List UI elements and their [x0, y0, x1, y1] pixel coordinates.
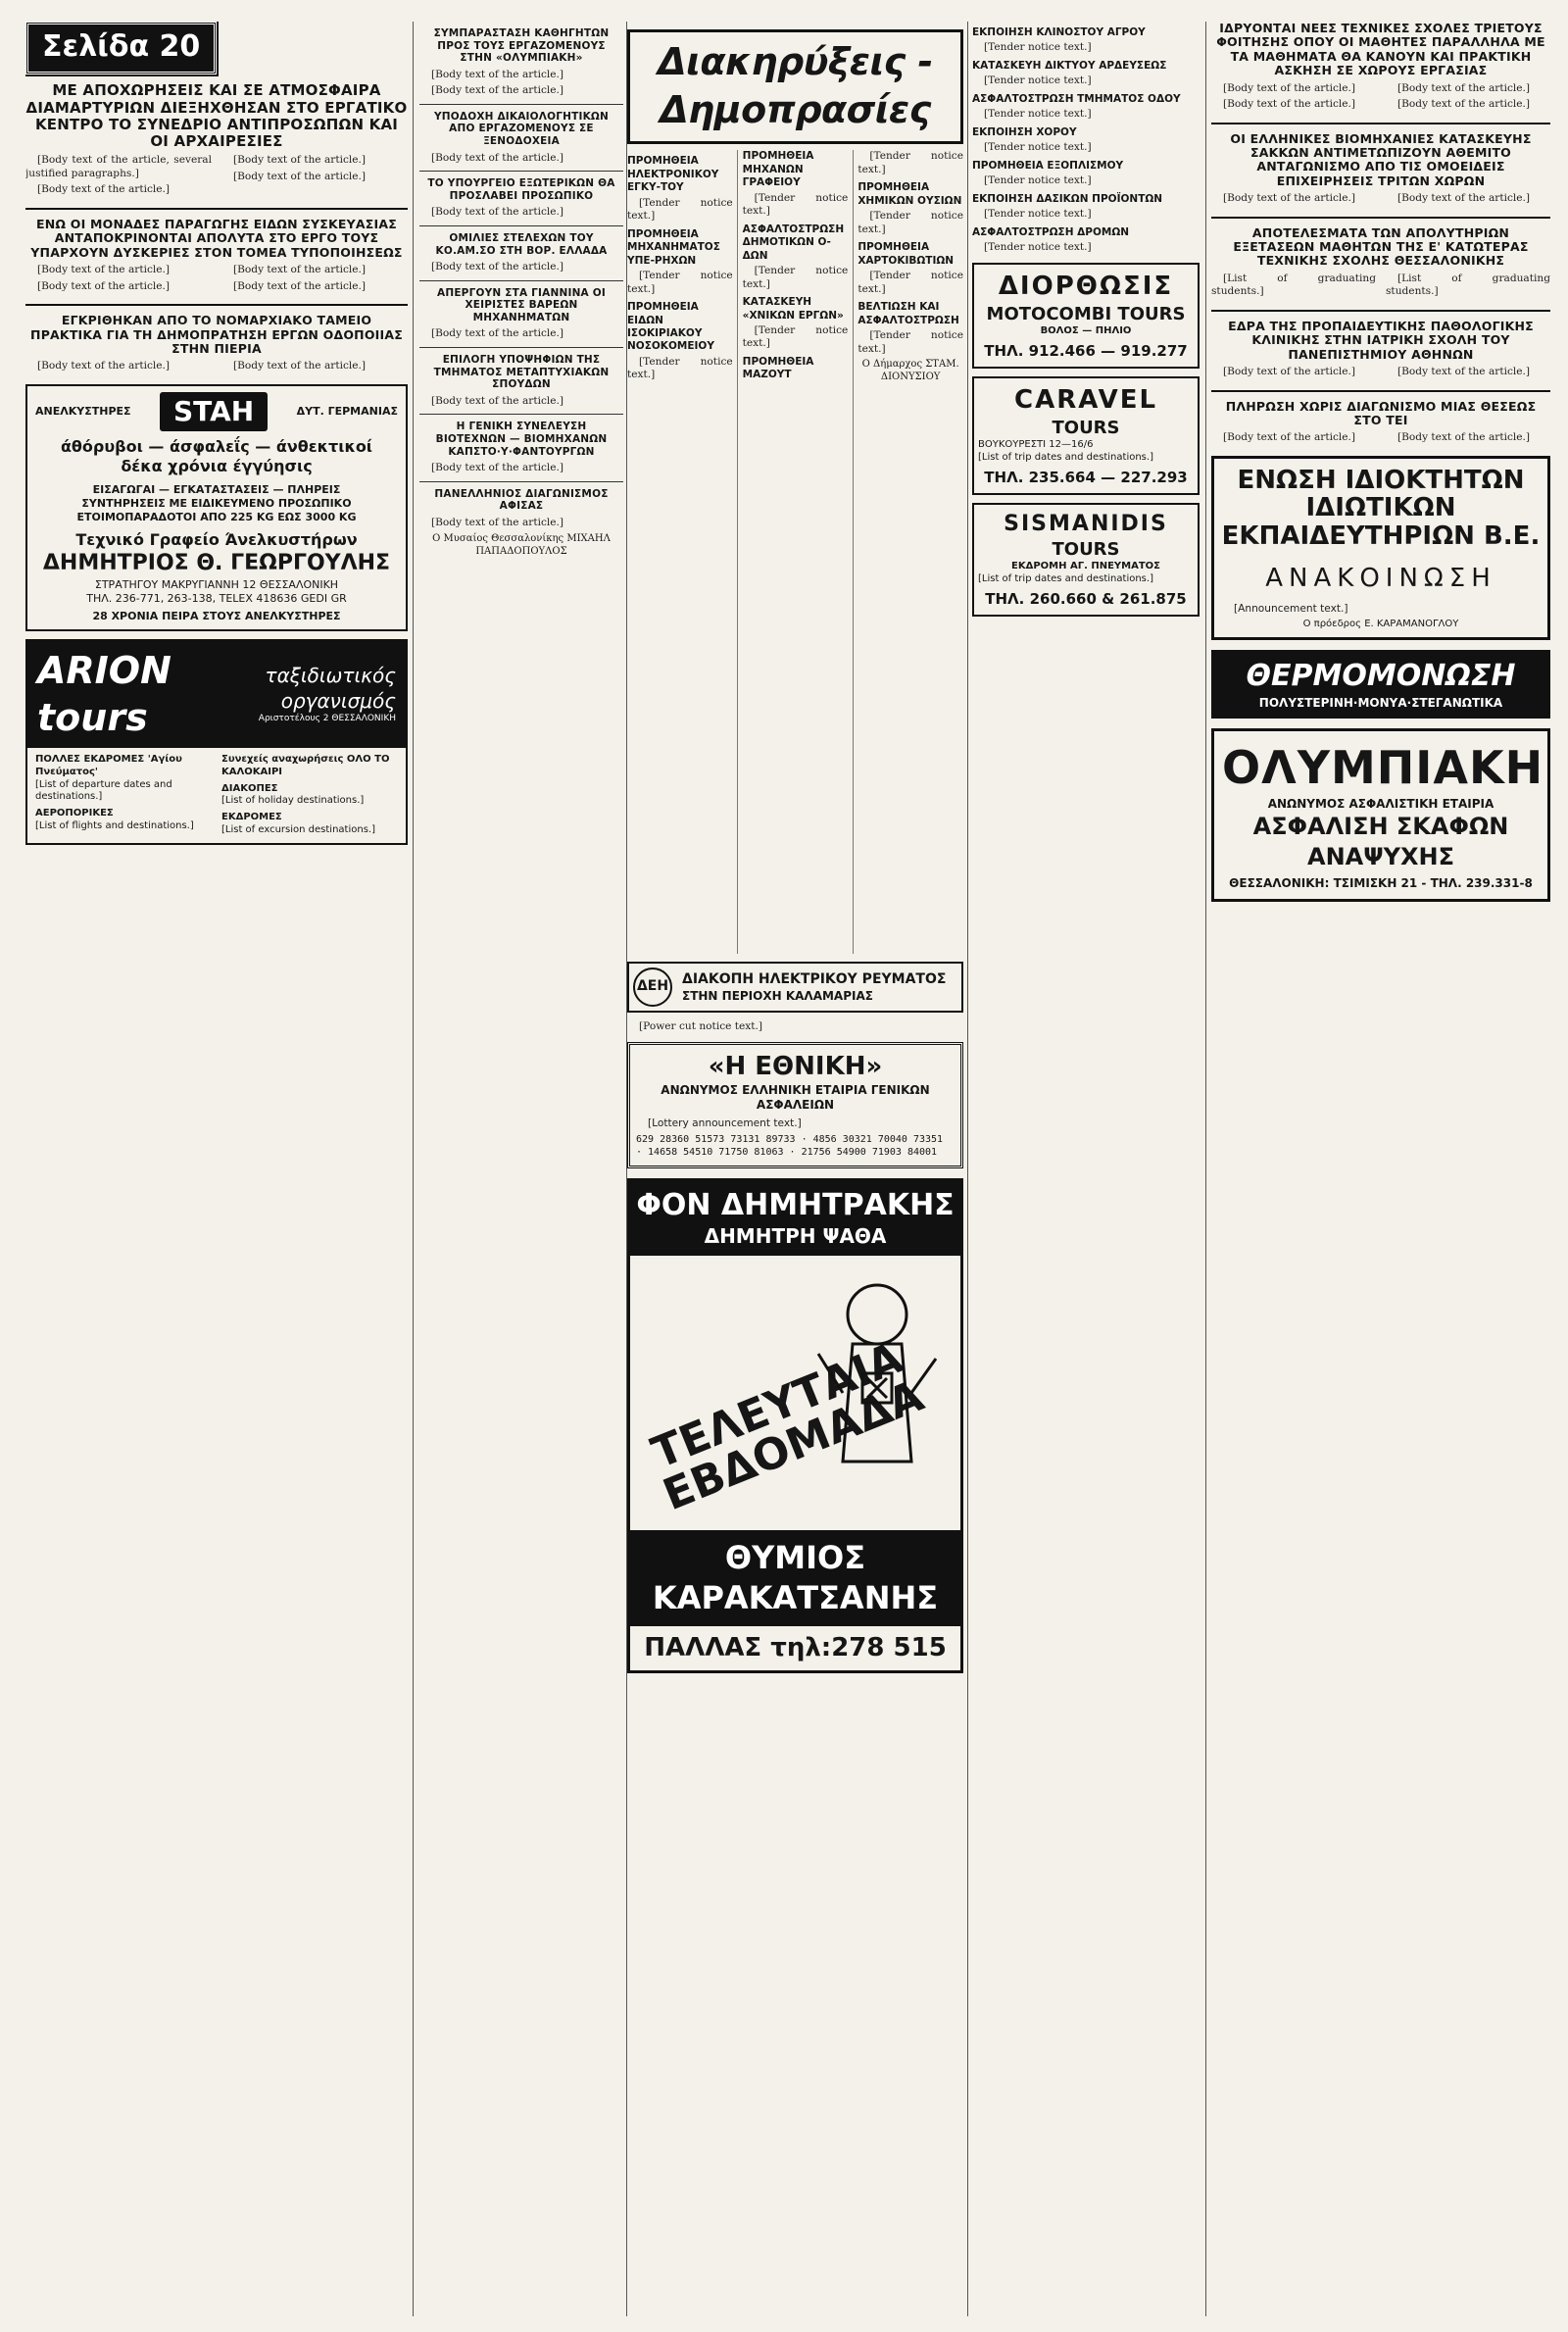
headline-poster-contest: ΠΑΝΕΛΛΗΝΙΟΣ ΔΙΑΓΩΝΙΣΜΟΣ ΑΦΙΣΑΣ	[434, 487, 609, 513]
notice-title: ΠΡΟΜΗΘΕΙΑ ΜΑΖΟΥΤ	[742, 356, 814, 381]
column-rule	[413, 22, 414, 2316]
signature: Ο Μυσαίος Θεσσαλονίκης ΜΙΧΑΗΛ ΠΑΠΑΔΟΠΟΥΛΟΣ	[432, 533, 611, 558]
correction-ad	[972, 263, 1200, 369]
caravel-tours-ad: CARAVEL TOURS ΒΟΥΚΟΥΡΕΣΤΙ 12—16/6 [List of trip dates and destinations.] ΤΗΛ. 235.664 — 227.293	[972, 376, 1200, 495]
ethniki-title: «Η ΕΘΝΙΚΗ»	[708, 1051, 883, 1081]
column-4: ΕΚΠΟΙΗΣΗ ΚΛΙΝΟΣΤΟΥ ΑΓΡΟΥ [Tender notice text.] ΚΑΤΑΣΚΕΥΗ ΔΙΚΤΥΟΥ ΑΡΔΕΥΣΕΩΣ [Tender notice text.] ΑΣΦΑΛΤΟΣΤΡΩΣΗ ΤΜΗΜΑΤΟΣ ΟΔΟΥ [Tender notice text.] ΕΚΠΟΙΗΣΗ ΧΟΡΟΥ [Tender notice text.] ΠΡΟΜΗΘΕΙΑ ΕΞΟΠΛΙΣΜΟΥ [Tender notice text.] ΕΚΠΟΙΗΣΗ ΔΑΣΙΚΩΝ ΠΡΟΪΟΝΤΩΝ [Tender notice text.] ΑΣΦΑΛΤΟΣΤΡΩΣΗ ΔΡΟΜΩΝ [Tender notice text.] ΔΙΟΡΘΩΣΙΣ MOTOCOMBI TOURS ΒΟΛΟΣ — ΠΗΛΙΟ ΤΗΛ. 912.466 — 919.277 CARAVEL TOURS ΒΟΥΚΟΥΡΕΣΤΙ 12—16/6 [List of trip dates and destinations.] ΤΗΛ. 235.664 — 227.293 SISMANIDIS TOURS ΕΚΔΡΟΜΗ ΑΓ. ΠΝΕΥΜΑΤΟΣ [List of trip dates and destinations.] ΤΗΛ. 260.660 & 261.875	[972, 22, 1200, 2316]
notice-title: ΠΡΟΜΗΘΕΙΑ ΕΙΔΩΝ ΙΣΟΚΙΡΙΑΚΟΥ ΝΟΣΟΚΟΜΕΙΟΥ	[627, 301, 714, 353]
sismanidis-tours-ad: SISMANIDIS TOURS ΕΚΔΡΟΜΗ ΑΓ. ΠΝΕΥΜΑΤΟΣ [List of trip dates and destinations.] ΤΗΛ. 260.660 & 261.875	[972, 503, 1200, 617]
notice-title: ΑΣΦΑΛΤΟΣΤΡΩΣΗ ΔΡΟΜΩΝ	[972, 225, 1130, 238]
ad-name: ΔΗΜΗΤΡΙΟΣ Θ. ΓΕΩΡΓΟΥΛΗΣ	[42, 551, 391, 576]
article-pieria-roads: [Body text of the article.] [Body text of the article.]	[37, 360, 367, 372]
headline-pieria-roads: ΕΓΚΡΙΘΗΚΑΝ ΑΠΟ ΤΟ ΝΟΜΑΡΧΙΑΚΟ ΤΑΜΕΙΟ ΠΡΑΚΤΙΚΑ ΓΙΑ ΤΗ ΔΗΜΟΠΡΑΤΗΣΗ ΕΡΓΩΝ ΟΔΟΠΟΙΙΑΣ ΣΤΗΝ ΠΙΕΡΙΑ	[30, 313, 403, 356]
ad-line: ΕΙΣΑΓΩΓΑΙ — ΕΓΚΑΤΑΣΤΑΣΕΙΣ — ΠΛΗΡΕΙΣ	[92, 482, 341, 496]
headline-postgraduate: ΕΠΙΛΟΓΗ ΥΠΟΨΗΦΙΩΝ ΤΗΣ ΤΜΗΜΑΤΟΣ ΜΕΤΑΠΤΥΧΙΑΚΩΝ ΣΠΟΥΔΩΝ	[433, 354, 610, 391]
headline-technical-schools: ΙΔΡΥΟΝΤΑΙ ΝΕΕΣ ΤΕΧΝΙΚΕΣ ΣΧΟΛΕΣ ΤΡΙΕΤΟΥΣ ΦΟΙΤΗΣΗΣ ΟΠΟΥ ΟΙ ΜΑΘΗΤΕΣ ΠΑΡΑΛΛΗΛΑ ΜΕ ΤΑ ΜΑΘΗΜΑΤΑ ΘΑ ΚΑΝΟΥΝ ΚΑΙ ΠΡΑΚΤΙΚΗ ΑΣΚΗΣΗ ΣΕ ΧΩΡΟΥΣ ΕΡΓΑΣΙΑΣ	[1216, 22, 1545, 78]
ad-brand: MOTOCOMBI TOURS	[986, 304, 1186, 325]
article-sack-industry: [Body text of the article.] [Body text of the article.]	[1223, 192, 1531, 205]
notice-title: ΚΑΤΑΣΚΕΥΗ ΔΙΚΤΥΟΥ ΑΡΔΕΥΣΕΩΣ	[972, 59, 1167, 72]
notice-title: ΠΡΟΜΗΘΕΙΑ ΜΗΧΑΝΗΜΑΤΟΣ ΥΠΕ-ΡΗΧΩΝ	[627, 227, 720, 267]
headline-medical-chair: ΕΔΡΑ ΤΗΣ ΠΡΟΠΑΙΔΕΥΤΙΚΗΣ ΠΑΘΟΛΟΓΙΚΗΣ ΚΛΙΝΙΚΗΣ ΣΤΗΝ ΙΑΤΡΙΚΗ ΣΧΟΛΗ ΤΟΥ ΠΑΝΕΠΙΣΤΗΜΙΟΥ ΑΘΗΝΩΝ	[1228, 318, 1534, 362]
signature: Ο Δήμαρχος ΣΤΑΜ. ΔΙΟΝΥΣΙΟΥ	[861, 359, 959, 383]
notice-title: ΠΡΟΜΗΘΕΙΑ ΜΗΧΑΝΩΝ ΓΡΑΦΕΙΟΥ	[742, 150, 814, 189]
ad-phone: ΤΗΛ. 912.466 — 919.277	[984, 341, 1188, 360]
ethniki-subtitle: ΑΝΩΝΥΜΟΣ ΕΛΛΗΝΙΚΗ ΕΤΑΙΡΙΑ ΓΕΝΙΚΩΝ ΑΣΦΑΛΕΙΩΝ	[661, 1083, 930, 1113]
notice-title: ΠΡΟΜΗΘΕΙΑ ΗΛΕΚΤΡΟΝΙΚΟΥ ΕΓΚΥ-ΤΟΥ	[627, 155, 719, 194]
ad-office: Τεχνικό Γραφείο Άνελκυστήρων	[75, 529, 358, 549]
ad-phone: ΤΗΛ. 236-771, 263-138, TELEX 418636 GEDI GR	[86, 591, 347, 605]
headline-exam-results: ΑΠΟΤΕΛΕΣΜΑΤΑ ΤΩΝ ΑΠΟΛΥΤΗΡΙΩΝ ΕΞΕΤΑΣΕΩΝ ΜΑΘΗΤΩΝ ΤΗΣ Ε' ΚΑΤΩΤΕΡΑΣ ΤΕΧΝΙΚΗΣ ΣΧΟΛΗΣ ΘΕΣΣΑΛΟΝΙΚΗΣ	[1233, 224, 1529, 269]
column-rule	[1205, 22, 1206, 2316]
headline-tei-position: ΠΛΗΡΩΣΗ ΧΩΡΙΣ ΔΙΑΓΩΝΙΣΜΟ ΜΙΑΣ ΘΕΣΕΩΣ ΣΤΟ ΤΕΙ	[1225, 398, 1537, 427]
ad-address: ΣΤΡΑΤΗΓΟΥ ΜΑΚΡΥΓΙΑΝΝΗ 12 ΘΕΣΣΑΛΟΝΙΚΗ	[94, 577, 339, 591]
article-exam-results: [List of graduating students.] [List of graduating students.]	[1211, 272, 1550, 298]
arion-heading: ΕΚΔΡΟΜΕΣ	[221, 812, 282, 823]
notice-title: ΠΡΟΜΗΘΕΙΑ ΧΗΜΙΚΩΝ ΟΥΣΙΩΝ	[858, 181, 962, 207]
ad-title: ΔΙΟΡΘΩΣΙΣ	[998, 271, 1174, 301]
arion-heading: ΔΙΑΚΟΠΕΣ	[221, 782, 278, 794]
headline-labor-congress: ΜΕ ΑΠΟΧΩΡΗΣΕΙΣ ΚΑΙ ΣΕ ΑΤΜΟΣΦΑΙΡΑ ΔΙΑΜΑΡΤΥΡΙΩΝ ΔΙΕΞΗΧΘΗΣΑΝ ΣΤΟ ΕΡΓΑΤΙΚΟ ΚΕΝΤΡΟ ΤΟ ΣΥΝΕΔΡΙΟ ΑΝΤΙΠΡΟΣΩΠΩΝ ΚΑΙ ΟΙ ΑΡΧΑΙΡΕΣΙΕΣ	[25, 81, 408, 151]
ad-line: ΑΣΦΑΛΙΣΗ ΣΚΑΦΩΝ ΑΝΑΨΥΧΗΣ	[1252, 813, 1509, 870]
notice-title: ΑΣΦΑΛΤΟΣΤΡΩΣΗ ΔΗΜΟΤΙΚΩΝ Ο-ΔΩΝ	[742, 223, 845, 262]
show-author: ΔΗΜΗΤΡΗ ΨΑΘΑ	[704, 1224, 887, 1249]
ad-experience: 28 ΧΡΟΝΙΑ ΠΕΙΡΑ ΣΤΟΥΣ ΑΝΕΛΚΥΣΤΗΡΕΣ	[92, 609, 341, 622]
lift-advertisement	[25, 384, 408, 631]
notice-title: ΕΝΩΣΗ ΙΔΙΟΚΤΗΤΩΝ ΙΔΙΩΤΙΚΩΝ ΕΚΠΑΙΔΕΥΤΗΡΙΩΝ Β.Ε.	[1221, 465, 1541, 552]
olympiaki-logo: ΟΛΥΜΠΙΑΚΗ	[1222, 740, 1544, 794]
column-rule	[967, 22, 968, 2316]
theatre-advertisement	[627, 1178, 963, 1673]
caricature-illustration	[813, 1275, 941, 1491]
notice-title: ΕΚΠΟΙΗΣΗ ΔΑΣΙΚΩΝ ΠΡΟΪΟΝΤΩΝ	[972, 192, 1163, 205]
headline-olympiaki-support: ΣΥΜΠΑΡΑΣΤΑΣΗ ΚΑΘΗΓΗΤΩΝ ΠΡΟΣ ΤΟΥΣ ΕΡΓΑΖΟΜΕΝΟΥΣ ΣΤΗΝ «ΟΛΥΜΠΙΑΚΗ»	[433, 27, 610, 65]
notice-title: ΠΡΟΜΗΘΕΙΑ ΧΑΡΤΟΚΙΒΩΤΙΩΝ	[858, 241, 955, 267]
ad-title: ΘΕΡΜΟΜΟΝΩΣΗ	[1246, 659, 1516, 694]
article-packaging-units: [Body text of the article.] [Body text of the article.] [Body text of the article.] [Body text of the article.]	[37, 264, 367, 292]
arion-logo: ARION tours	[37, 648, 172, 740]
ad-line: ΕΚΔΡΟΜΗ ΑΓ. ΠΝΕΥΜΑΤΟΣ	[1011, 561, 1160, 572]
notice-subtitle: ΣΤΗΝ ΠΕΡΙΟΧΗ ΚΑΛΑΜΑΡΙΑΣ	[682, 988, 873, 1003]
ad-brand: SISMANIDIS	[1004, 512, 1168, 537]
column-1	[25, 22, 408, 2316]
ad-label-left: ΑΝΕΛΚΥΣΤΗΡΕΣ	[35, 404, 131, 418]
power-cut-notice	[627, 962, 963, 1013]
notice-title: ΑΣΦΑΛΤΟΣΤΡΩΣΗ ΤΜΗΜΑΤΟΣ ΟΔΟΥ	[972, 92, 1181, 105]
theatre-name: ΠΑΛΛΑΣ τηλ:278 515	[644, 1632, 947, 1662]
signature: Ο πρόεδρος Ε. ΚΑΡΑΜΑΝΟΓΛΟΥ	[1302, 619, 1459, 630]
ad-label-right: ΔΥΤ. ΓΕΡΜΑΝΙΑΣ	[296, 404, 398, 418]
deh-logo: ΔΕΗ	[633, 968, 672, 1007]
column-2: ΣΥΜΠΑΡΑΣΤΑΣΗ ΚΑΘΗΓΗΤΩΝ ΠΡΟΣ ΤΟΥΣ ΕΡΓΑΖΟΜΕΝΟΥΣ ΣΤΗΝ «ΟΛΥΜΠΙΑΚΗ» [Body text of the article.] [Body text of the article.] ΥΠΟΔΟΧΗ ΔΙΚΑΙΟΛΟΓΗΤΙΚΩΝ ΑΠΟ ΕΡΓΑΖΟΜΕΝΟΥΣ ΣΕ ΞΕΝΟΔΟΧΕΙΑ [Body text of the article.] ΤΟ ΥΠΟΥΡΓΕΙΟ ΕΞΩΤΕΡΙΚΩΝ ΘΑ ΠΡΟΣΛΑΒΕΙ ΠΡΟΣΩΠΙΚΟ [Body text of the article.] ΟΜΙΛΙΕΣ ΣΤΕΛΕΧΩΝ ΤΟΥ ΚΟ.ΑΜ.ΣΟ ΣΤΗ ΒΟΡ. ΕΛΛΑΔΑ [Body text of the article.] ΑΠΕΡΓΟΥΝ ΣΤΑ ΓΙΑΝΝΙΝΑ ΟΙ ΧΕΙΡΙΣΤΕΣ ΒΑΡΕΩΝ ΜΗΧΑΝΗΜΑΤΩΝ [Body text of the article.] ΕΠΙΛΟΓΗ ΥΠΟΨΗΦΙΩΝ ΤΗΣ ΤΜΗΜΑΤΟΣ ΜΕΤΑΠΤΥΧΙΑΚΩΝ ΣΠΟΥΔΩΝ [Body text of the article.] Η ΓΕΝΙΚΗ ΣΥΝΕΛΕΥΣΗ ΒΙΟΤΕΧΝΩΝ — ΒΙΟΜΗΧΑΝΩΝ ΚΑΠΣΤΟ·Υ·ΦΑΝΤΟΥΡΓΩΝ [Body text of the article.] ΠΑΝΕΛΛΗΝΙΟΣ ΔΙΑΓΩΝΙΣΜΟΣ ΑΦΙΣΑΣ [Body text of the article.] Ο Μυσαίος Θεσσαλονίκης ΜΙΧΑΗΛ ΠΑΠΑΔΟΠΟΥΛΟΣ	[419, 22, 623, 2316]
ad-subtitle: ΠΟΛΥΣΤΕΡΙΝΗ·ΜΟΝΥΑ·ΣΤΕΓΑΝΩΤΙΚΑ	[1258, 695, 1503, 710]
headline-hotel-workers: ΥΠΟΔΟΧΗ ΔΙΚΑΙΟΛΟΓΗΤΙΚΩΝ ΑΠΟ ΕΡΓΑΖΟΜΕΝΟΥΣ ΣΕ ΞΕΝΟΔΟΧΕΙΑ	[433, 110, 610, 148]
article-medical-chair: [Body text of the article.] [Body text of the article.]	[1223, 365, 1531, 377]
show-title: ΦΟΝ ΔΗΜΗΤΡΑΚΗΣ	[636, 1187, 955, 1222]
column-3: Διακηρύξεις - Δημοπρασίες ΠΡΟΜΗΘΕΙΑ ΗΛΕΚΤΡΟΝΙΚΟΥ ΕΓΚΥ-ΤΟΥ [Tender notice text.] ΠΡΟΜΗΘΕΙΑ ΜΗΧΑΝΗΜΑΤΟΣ ΥΠΕ-ΡΗΧΩΝ [Tender notice text.] ΠΡΟΜΗΘΕΙΑ ΕΙΔΩΝ ΙΣΟΚΙΡΙΑΚΟΥ ΝΟΣΟΚΟΜΕΙΟΥ [Tender notice text.] ΠΡΟΜΗΘΕΙΑ ΜΗΧΑΝΩΝ ΓΡΑΦΕΙΟΥ [Tender notice text.] ΑΣΦΑΛΤΟΣΤΡΩΣΗ ΔΗΜΟΤΙΚΩΝ Ο-ΔΩΝ [Tender notice text.] ΚΑΤΑΣΚΕΥΗ «ΧΝΙΚΩΝ ΕΡΓΩΝ» [Tender notice text.] ΠΡΟΜΗΘΕΙΑ ΜΑΖΟΥΤ [Tender notice text.] ΠΡΟΜΗΘΕΙΑ ΧΗΜΙΚΩΝ ΟΥΣΙΩΝ [Tender notice text.] ΠΡΟΜΗΘΕΙΑ ΧΑΡΤΟΚΙΒΩΤΙΩΝ [Tender notice text.] ΒΕΛΤΙΩΣΗ ΚΑΙ ΑΣΦΑΛΤΟΣΤΡΩΣΗ [Tender notice text.] Ο Δήμαρχος ΣΤΑΜ. ΔΙΟΝΥΣΙΟΥ ΔΕΗ ΔΙΑΚΟΠΗ ΗΛΕΚΤΡΙΚΟΥ ΡΕΥΜΑΤΟΣ ΣΤΗΝ ΠΕΡΙΟΧΗ ΚΑΛΑΜΑΡΙΑΣ [Power cut notice text.] «Η ΕΘΝΙΚΗ» ΑΝΩΝΥΜΟΣ ΕΛΛΗΝΙΚΗ ΕΤΑΙΡΙΑ ΓΕΝΙΚΩΝ ΑΣΦΑΛΕΙΩΝ [Lottery announcement text.] 629 28360 51573 73131 89733 · 4856 30321 70040 73351 · 14658 54510 71750 81063 · 21756 54900 71903 84001 ΦΟΝ ΔΗΜΗΤΡΑΚΗΣ ΔΗΜΗΤΡΗ ΨΑΘΑ ΤΕΛΕΥΤΑΙΑ ΕΒΔΟΜΑΔΑ ΘΥΜΙΟΣ ΚΑΡΑΚΑΤΣΑΝΗΣ ΠΑΛΛΑΣ τηλ:278 515	[627, 22, 963, 2316]
arion-address: Αριστοτέλους 2 ΘΕΣΣΑΛΟΝΙΚΗ	[258, 714, 396, 724]
last-week-slogan: ΤΕΛΕΥΤΑΙΑ ΕΒΔΟΜΑΔΑ	[645, 1332, 931, 1521]
arion-heading: ΑΕΡΟΠΟΡΙΚΕΣ	[35, 808, 114, 819]
headline-koamso-talks: ΟΜΙΛΙΕΣ ΣΤΕΛΕΧΩΝ ΤΟΥ ΚΟ.ΑΜ.ΣΟ ΣΤΗ ΒΟΡ. ΕΛΛΑΔΑ	[435, 231, 608, 257]
article-tei-position: [Body text of the article.] [Body text of the article.]	[1223, 431, 1531, 444]
ad-slogan: άθόρυβοι — άσφαλεΐς — άνθεκτικοί	[60, 436, 373, 456]
arion-heading: ΠΟΛΛΕΣ ΕΚΔΡΟΜΕΣ 'Αγίου Πνεύματος'	[35, 754, 182, 777]
ad-warranty: δέκα χρόνια έγγύησις	[121, 457, 313, 476]
article-labor-congress: [Body text of the article, several justified paragraphs.] [Body text of the article.] [Body text of the article.] [Body text of the article.]	[25, 154, 367, 196]
tenders-banner: Διακηρύξεις - Δημοπρασίες	[627, 29, 963, 144]
headline-foreign-ministry: ΤΟ ΥΠΟΥΡΓΕΙΟ ΕΞΩΤΕΡΙΚΩΝ ΘΑ ΠΡΟΣΛΑΒΕΙ ΠΡΟΣΩΠΙΚΟ	[427, 177, 615, 202]
notice-title: ΠΡΟΜΗΘΕΙΑ ΕΞΟΠΛΙΣΜΟΥ	[972, 159, 1124, 172]
ad-line: ΣΥΝΤΗΡΗΣΕΙΣ ΜΕ ΕΙΔΙΚΕΥΜΕΝΟ ΠΡΟΣΩΠΙΚΟ	[81, 496, 352, 510]
stah-logo: STAH	[160, 392, 268, 431]
tender-notices: ΠΡΟΜΗΘΕΙΑ ΗΛΕΚΤΡΟΝΙΚΟΥ ΕΓΚΥ-ΤΟΥ [Tender notice text.] ΠΡΟΜΗΘΕΙΑ ΜΗΧΑΝΗΜΑΤΟΣ ΥΠΕ-ΡΗΧΩΝ [Tender notice text.] ΠΡΟΜΗΘΕΙΑ ΕΙΔΩΝ ΙΣΟΚΙΡΙΑΚΟΥ ΝΟΣΟΚΟΜΕΙΟΥ [Tender notice text.] ΠΡΟΜΗΘΕΙΑ ΜΗΧΑΝΩΝ ΓΡΑΦΕΙΟΥ [Tender notice text.] ΑΣΦΑΛΤΟΣΤΡΩΣΗ ΔΗΜΟΤΙΚΩΝ Ο-ΔΩΝ [Tender notice text.] ΚΑΤΑΣΚΕΥΗ «ΧΝΙΚΩΝ ΕΡΓΩΝ» [Tender notice text.] ΠΡΟΜΗΘΕΙΑ ΜΑΖΟΥΤ [Tender notice text.] ΠΡΟΜΗΘΕΙΑ ΧΗΜΙΚΩΝ ΟΥΣΙΩΝ [Tender notice text.] ΠΡΟΜΗΘΕΙΑ ΧΑΡΤΟΚΙΒΩΤΙΩΝ [Tender notice text.] ΒΕΛΤΙΩΣΗ ΚΑΙ ΑΣΦΑΛΤΟΣΤΡΩΣΗ [Tender notice text.] Ο Δήμαρχος ΣΤΑΜ. ΔΙΟΝΥΣΙΟΥ	[627, 150, 963, 383]
ad-line: ΒΟΥΚΟΥΡΕΣΤΙ 12—16/6	[978, 439, 1094, 451]
winning-numbers: 629 28360 51573 73131 89733 · 4856 30321 70040 73351 · 14658 54510 71750 81063 · 21756 54900 71903 84001	[636, 1134, 944, 1159]
headline-sack-industry: ΟΙ ΕΛΛΗΝΙΚΕΣ ΒΙΟΜΗΧΑΝΙΕΣ ΚΑΤΑΣΚΕΥΗΣ ΣΑΚΚΩΝ ΑΝΤΙΜΕΤΩΠΙΖΟΥΝ ΑΘΕΜΙΤΟ ΑΝΤΑΓΩΝΙΣΜΟ ΑΠΟ ΤΙΣ ΟΜΟΕΙΔΕΙΣ ΕΠΙΧΕΙΡΗΣΕΙΣ ΤΡΙΤΩΝ ΧΩΡΩΝ	[1230, 130, 1532, 188]
ad-brand: CARAVEL	[1013, 385, 1158, 416]
arion-tours-ad: ARION tours ταξιδιωτικός οργανισμός Αριστοτέλους 2 ΘΕΣΣΑΛΟΝΙΚΗ ΠΟΛΛΕΣ ΕΚΔΡΟΜΕΣ 'Αγίου Πνεύματος' [List of departure dates and destinations.] ΑΕΡΟΠΟΡΙΚΕΣ [List of flights and destinations.] Συνεχείς αναχωρήσεις ΟΛΟ ΤΟ ΚΑΛΟΚΑΙΡΙ ΔΙΑΚΟΠΕΣ [List of holiday destinations.] ΕΚΔΡΟΜΕΣ [List of excursion destinations.]	[25, 639, 408, 845]
arion-subtitle: ταξιδιωτικός οργανισμός	[265, 664, 396, 713]
ad-phone: ΤΗΛ. 260.660 & 261.875	[985, 590, 1187, 609]
actor-name: ΘΥΜΙΟΣ ΚΑΡΑΚΑΤΣΑΝΗΣ	[652, 1538, 939, 1616]
ad-destination: ΒΟΛΟΣ — ΠΗΛΙΟ	[1040, 325, 1132, 337]
ad-subtitle: TOURS	[1052, 418, 1120, 439]
notice-title: ΔΙΑΚΟΠΗ ΗΛΕΚΤΡΙΚΟΥ ΡΕΥΜΑΤΟΣ	[682, 970, 947, 987]
olympiaki-insurance-ad	[1211, 728, 1550, 902]
ethniki-insurance-ad: «Η ΕΘΝΙΚΗ» ΑΝΩΝΥΜΟΣ ΕΛΛΗΝΙΚΗ ΕΤΑΙΡΙΑ ΓΕΝΙΚΩΝ ΑΣΦΑΛΕΙΩΝ [Lottery announcement text.] 629 28360 51573 73131 89733 · 4856 30321 70040 73351 · 14658 54510 71750 81063 · 21756 54900 71903 84001	[627, 1042, 963, 1168]
ad-subtitle: ΑΝΩΝΥΜΟΣ ΑΣΦΑΛΙΣΤΙΚΗ ΕΤΑΙΡΙΑ	[1267, 796, 1494, 811]
headline-general-assembly: Η ΓΕΝΙΚΗ ΣΥΝΕΛΕΥΣΗ ΒΙΟΤΕΧΝΩΝ — ΒΙΟΜΗΧΑΝΩΝ ΚΑΠΣΤΟ·Υ·ΦΑΝΤΟΥΡΓΩΝ	[435, 421, 608, 458]
notice-title: ΕΚΠΟΙΗΣΗ ΧΟΡΟΥ	[972, 125, 1077, 138]
notice-title: ΕΚΠΟΙΗΣΗ ΚΛΙΝΟΣΤΟΥ ΑΓΡΟΥ	[972, 26, 1146, 38]
page-number-tag: Σελίδα 20	[25, 22, 217, 74]
headline-ioannina-strike: ΑΠΕΡΓΟΥΝ ΣΤΑ ΓΙΑΝΝΙΝΑ ΟΙ ΧΕΙΡΙΣΤΕΣ ΒΑΡΕΩΝ ΜΗΧΑΝΗΜΑΤΩΝ	[437, 286, 606, 323]
school-owners-notice: ΕΝΩΣΗ ΙΔΙΟΚΤΗΤΩΝ ΙΔΙΩΤΙΚΩΝ ΕΚΠΑΙΔΕΥΤΗΡΙΩΝ Β.Ε. ΑΝΑΚΟΙΝΩΣΗ [Announcement text.] Ο πρόεδρος Ε. ΚΑΡΑΜΑΝΟΓΛΟΥ	[1211, 456, 1550, 640]
ad-address: ΘΕΣΣΑΛΟΝΙΚΗ: ΤΣΙΜΙΣΚΗ 21 - ΤΗΛ. 239.331-8	[1229, 875, 1533, 890]
ad-line: ΕΤΟΙΜΟΠΑΡΑΔΟΤΟΙ ΑΠΟ 225 KG ΕΩΣ 3000 KG	[76, 510, 357, 523]
insulation-ad	[1211, 650, 1550, 719]
ad-phone: ΤΗΛ. 235.664 — 227.293	[984, 469, 1188, 487]
notice-subtitle: ΑΝΑΚΟΙΝΩΣΗ	[1265, 563, 1496, 593]
ad-subtitle: TOURS	[1052, 539, 1120, 561]
arion-heading: Συνεχείς αναχωρήσεις ΟΛΟ ΤΟ ΚΑΛΟΚΑΙΡΙ	[221, 754, 390, 777]
headline-packaging-units: ΕΝΩ ΟΙ ΜΟΝΑΔΕΣ ΠΑΡΑΓΩΓΗΣ ΕΙΔΩΝ ΣΥΣΚΕΥΑΣΙΑΣ ΑΝΤΑΠΟΚΡΙΝΟΝΤΑΙ ΑΠΟΛΥΤΑ ΣΤΟ ΕΡΓΟ ΤΟΥΣ ΥΠΑΡΧΟΥΝ ΔΥΣΚΕΡΙΕΣ ΣΤΟΝ ΤΟΜΕΑ ΤΥΠΟΠΟΙΗΣΕΩΣ	[30, 217, 403, 260]
column-5	[1211, 22, 1550, 2316]
article-technical-schools: [Body text of the article.] [Body text of the article.] [Body text of the article.] [Body text of the article.]	[1223, 81, 1531, 111]
notice-title: ΚΑΤΑΣΚΕΥΗ «ΧΝΙΚΩΝ ΕΡΓΩΝ»	[742, 296, 844, 322]
notice-title: ΒΕΛΤΙΩΣΗ ΚΑΙ ΑΣΦΑΛΤΟΣΤΡΩΣΗ	[858, 301, 959, 326]
